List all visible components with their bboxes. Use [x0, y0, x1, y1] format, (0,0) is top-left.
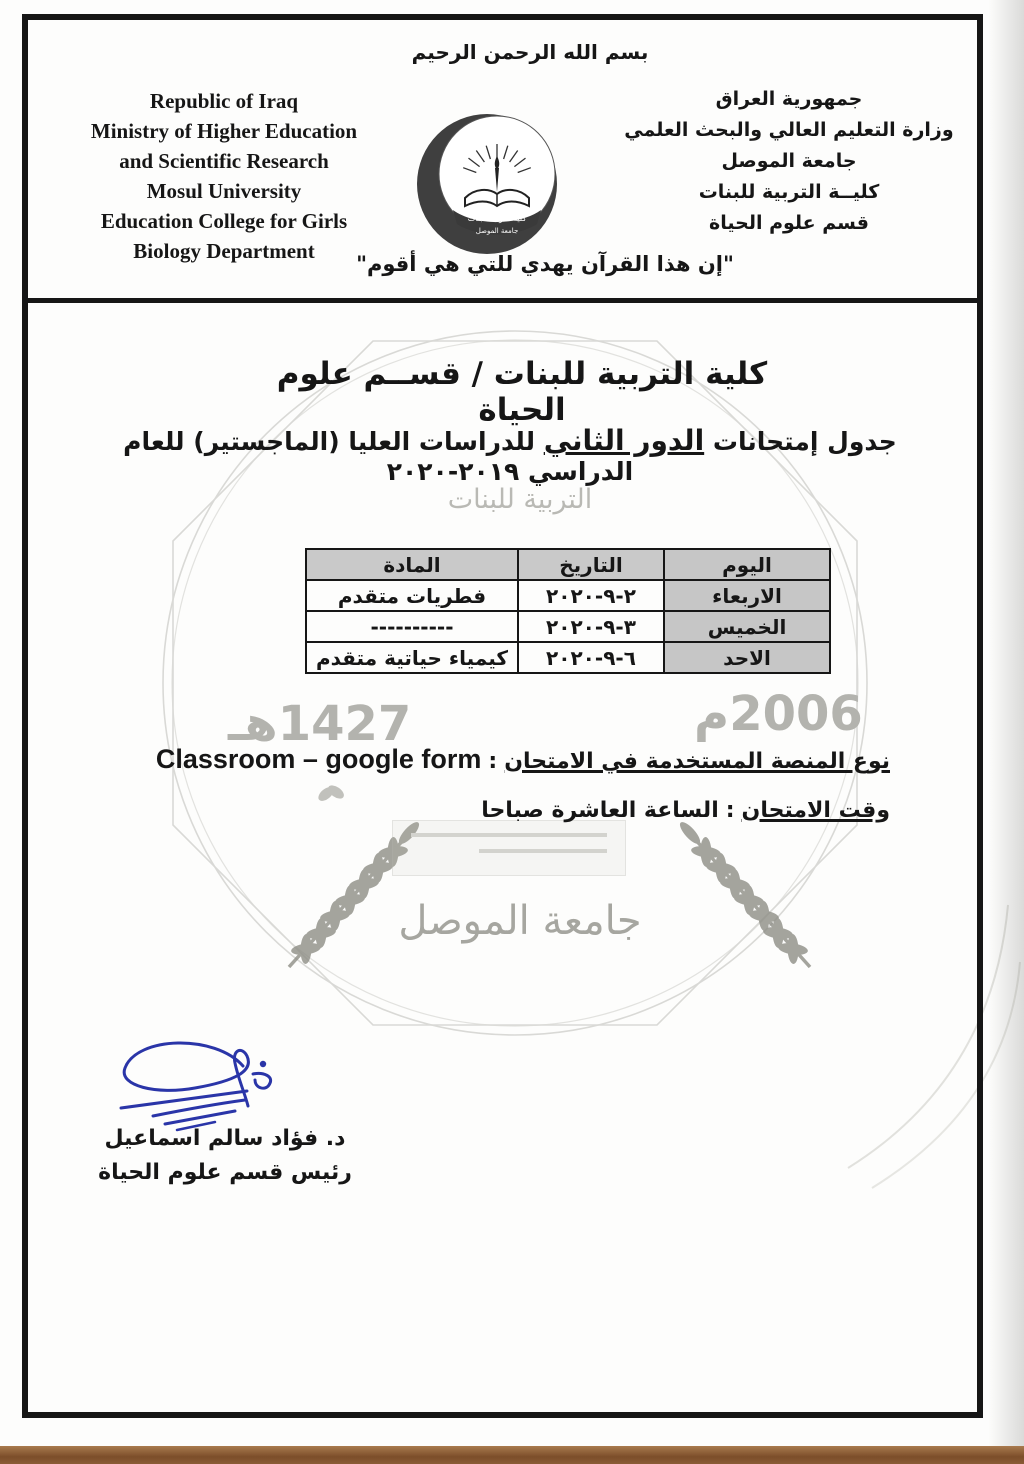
bismillah-text: بسم الله الرحمن الرحيم: [411, 40, 649, 64]
butterfly-watermark: [316, 783, 346, 804]
column-header-date: التاريخ: [518, 549, 664, 580]
platform-label: نوع المنصة المستخدمة في الامتحان: [504, 749, 890, 774]
table-header-row: [306, 549, 830, 580]
column-header-subject: المادة: [306, 549, 518, 580]
arabic-letterhead: [608, 84, 970, 239]
gregorian-year-watermark: 2006م: [694, 686, 863, 742]
exam-platform-line: [156, 744, 890, 775]
scan-edge-shadow: [988, 0, 1024, 1464]
table-row: [306, 642, 830, 673]
column-header-day: اليوم: [664, 549, 830, 580]
signature-ink: [95, 1028, 325, 1138]
emblem-banner-text: كلية التربية للبنات: [467, 214, 527, 223]
letterhead-line: كليــة التربية للبنات: [698, 181, 880, 203]
seal-top-watermark-text: التربية للبنات: [447, 484, 593, 515]
cell-date: ٦-٩-٢٠٢٠: [518, 642, 664, 673]
cell-day: الاربعاء: [664, 580, 830, 611]
platform-value: Classroom – google form: [155, 744, 482, 774]
title2-suffix: للدراسات العليا (الماجستير) للعام الدراسي ٢٠١٩-٢٠٢٠: [123, 427, 634, 486]
cell-date: ٣-٩-٢٠٢٠: [518, 611, 664, 642]
cell-subject: كيمياء حياتية متقدم: [306, 642, 518, 673]
english-letterhead: [48, 86, 400, 266]
laurel-branch-right: [677, 819, 810, 967]
time-colon: :: [725, 798, 735, 823]
letterhead-line: Ministry of Higher Education: [90, 119, 358, 143]
cell-day: الاحد: [664, 642, 830, 673]
letterhead-line: قسم علوم الحياة: [709, 212, 869, 234]
letterhead-line: جمهورية العراق: [715, 88, 863, 110]
time-label: وقت الامتحان: [741, 798, 890, 823]
letterhead-line: Education College for Girls: [100, 209, 348, 233]
exam-schedule-table: [305, 548, 831, 674]
letterhead-line: جامعة الموصل: [721, 150, 857, 172]
letterhead-line: and Scientific Research: [119, 149, 329, 173]
title2-second-round: الدور الثاني: [543, 424, 705, 457]
signatory-name: د. فؤاد سالم اسماعيل: [104, 1126, 346, 1151]
document-title-line2: [80, 424, 940, 486]
table-row: [306, 580, 830, 611]
cell-subject: ----------: [306, 611, 518, 642]
exam-time-line: [481, 798, 890, 823]
letterhead-line: Republic of Iraq: [149, 89, 299, 113]
letterhead-line: وزارة التعليم العالي والبحث العلمي: [624, 119, 954, 141]
faint-stamp-box-watermark: [392, 820, 626, 876]
platform-colon: :: [488, 749, 498, 774]
quran-quote: "إن هذا القرآن يهدي للتي هي أقوم": [356, 252, 734, 276]
title2-prefix: جدول إمتحانات: [704, 427, 897, 456]
mosul-university-watermark-text: جامعة الموصل: [398, 898, 642, 944]
cell-date: ٢-٩-٢٠٢٠: [518, 580, 664, 611]
cell-subject: فطريات متقدم: [306, 580, 518, 611]
emblem-banner-text2: جامعة الموصل: [475, 227, 519, 235]
cell-day: الخميس: [664, 611, 830, 642]
letterhead-line: Biology Department: [133, 239, 315, 263]
document-title-line1: كلية التربية للبنات / قســم علوم الحياة: [276, 356, 768, 428]
time-value: الساعة العاشرة صباحا: [481, 798, 719, 823]
table-row: [306, 611, 830, 642]
hijri-year-watermark: 1427هـ: [228, 696, 412, 752]
university-emblem: [415, 106, 567, 258]
signatory-title: رئيس قسم علوم الحياة: [98, 1160, 352, 1185]
desk-scan-band: [0, 1446, 1024, 1464]
letterhead-line: Mosul University: [146, 179, 302, 203]
header-divider-rule: [28, 298, 977, 303]
